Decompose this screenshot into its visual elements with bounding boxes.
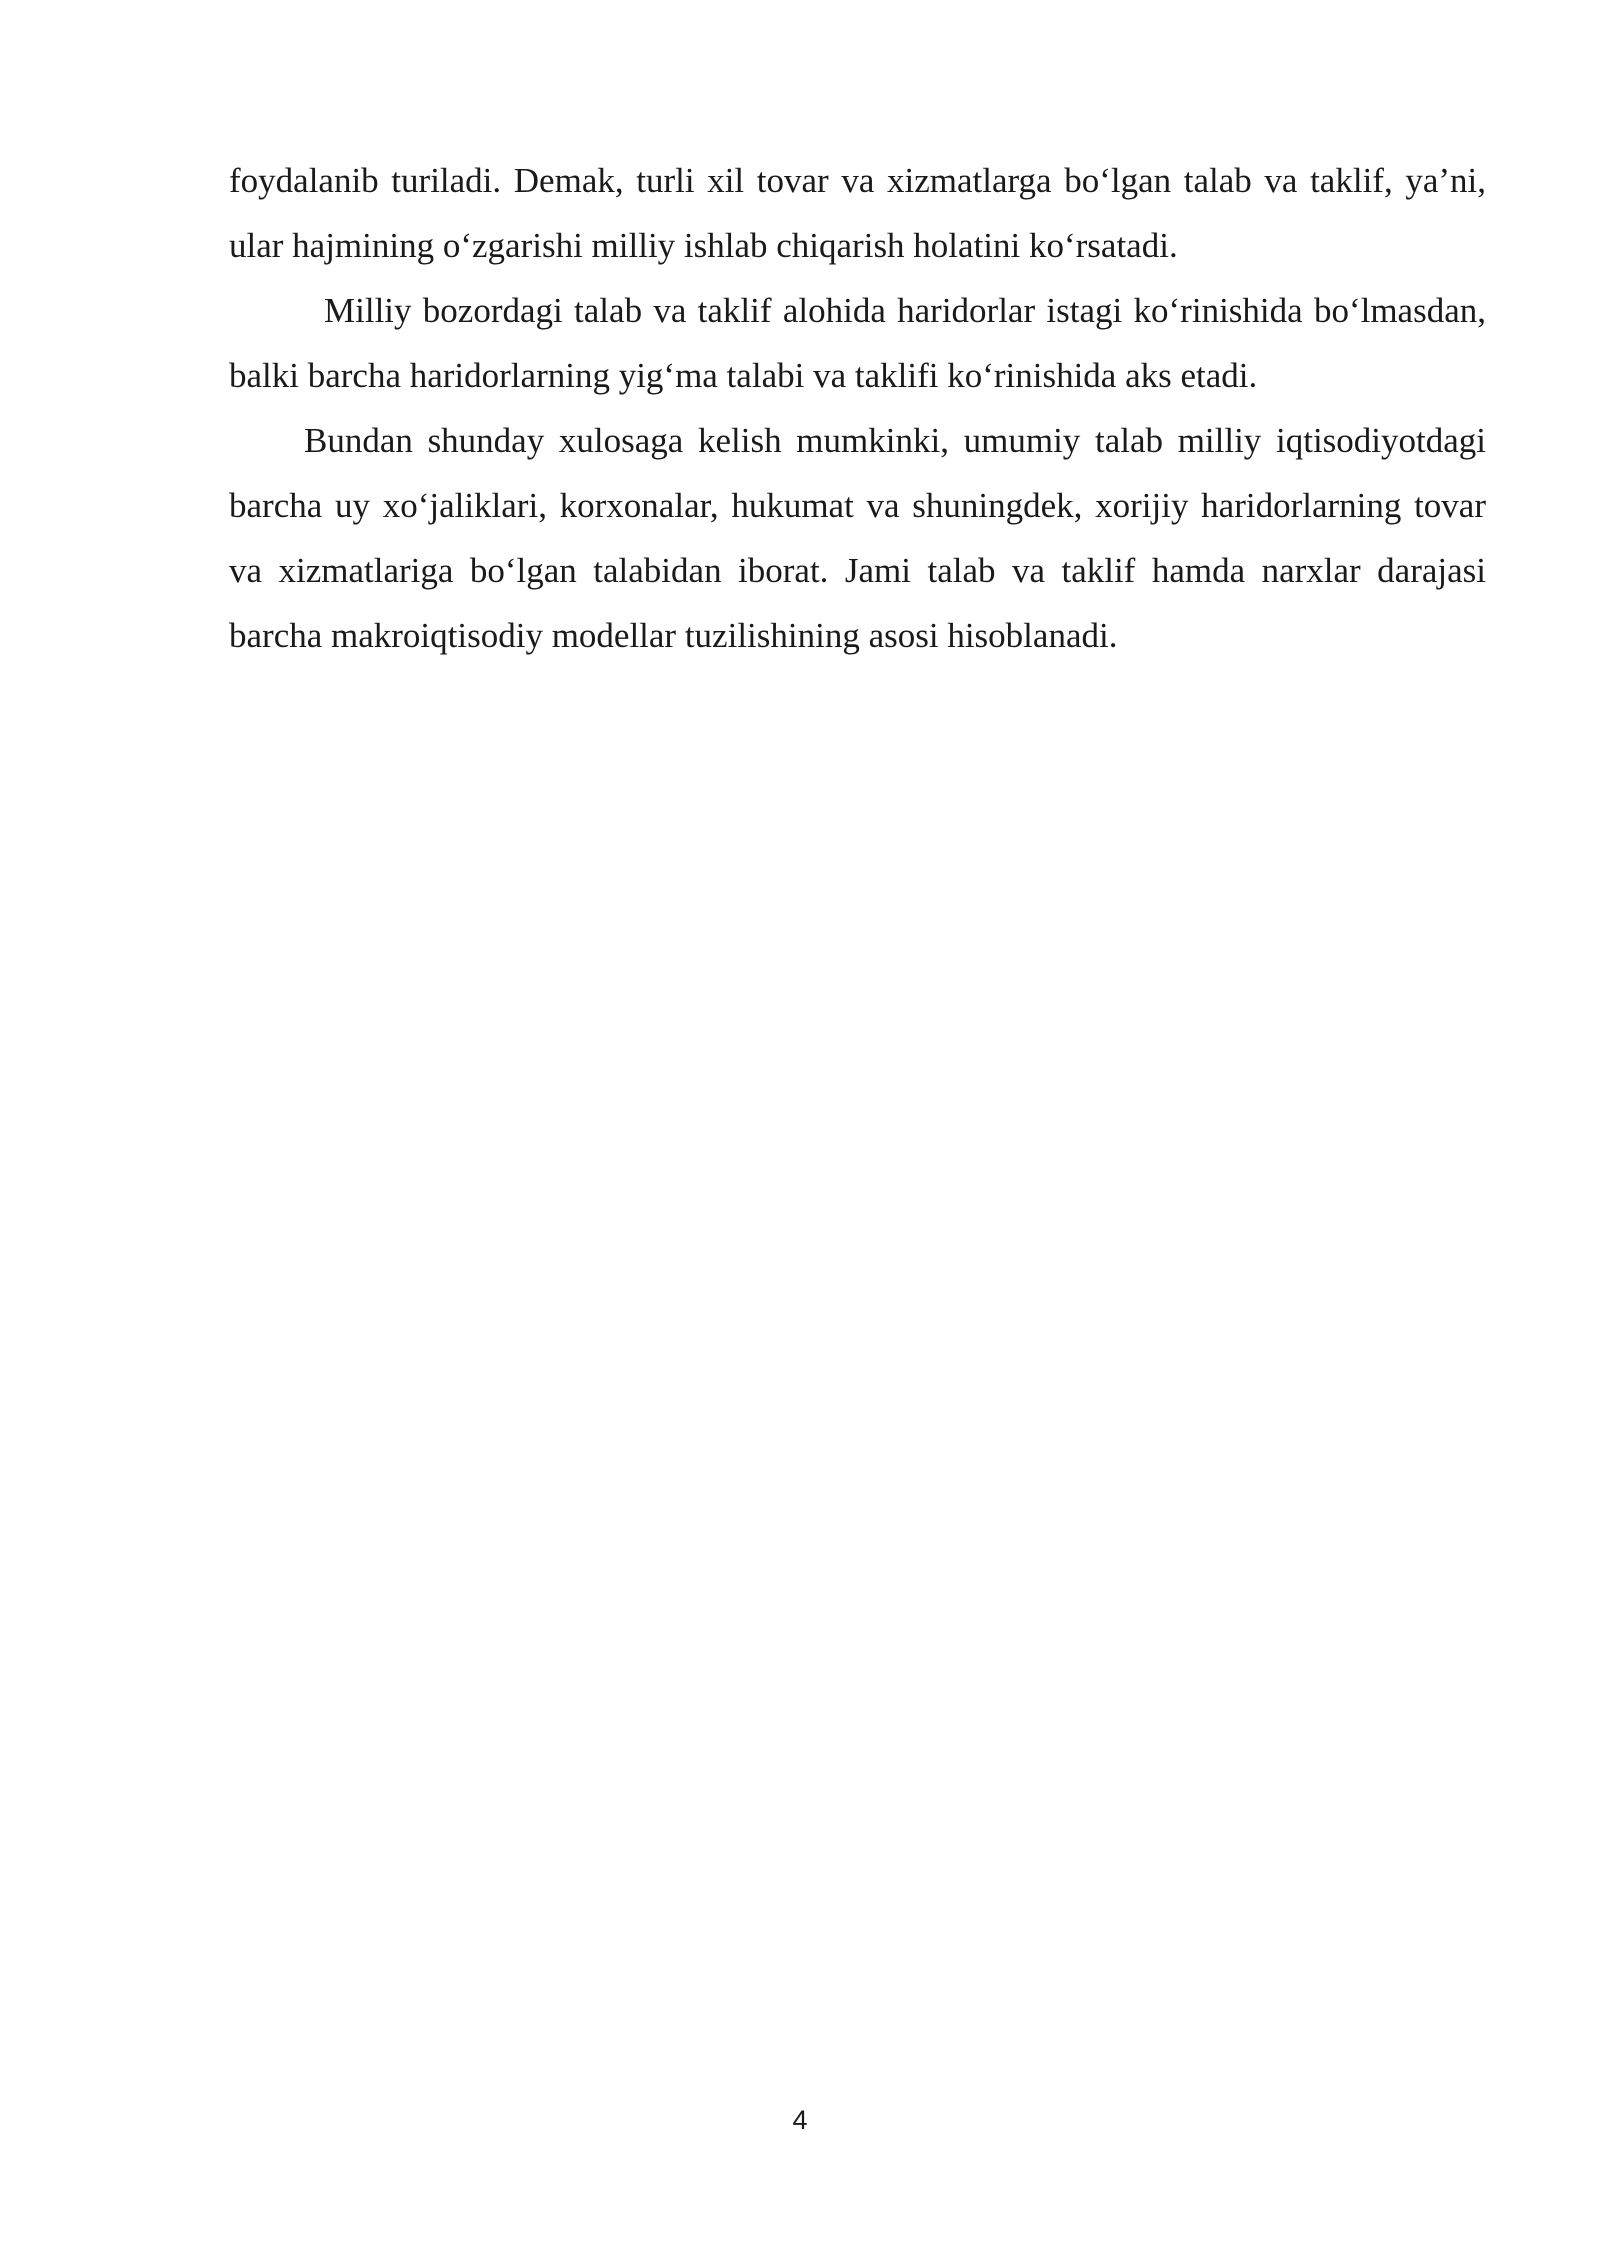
page-number: 4 xyxy=(792,2105,808,2135)
paragraph-2: Milliy bozordagi talab va taklif alohida haridorlar istagi ko‘rinishida bo‘lmasdan, balki barcha haridorlarning yig‘ma talabi va taklifi ko‘rinishida aks etadi. xyxy=(229,291,1486,395)
paragraph-1: foydalanib turiladi. Demak, turli xil tovar va xizmatlarga bo‘lgan talab va taklif, ya’ni, ular hajmining o‘zgarishi milliy ishlab chiqarish holatini ko‘rsatadi. xyxy=(229,161,1486,265)
paragraph-3: Bundan shunday xulosaga kelish mumkinki, umumiy talab milliy iqtisodiyotdagi barcha uy xo‘jaliklari, korxonalar, hukumat va shuningdek, xorijiy haridorlarning tovar va xizmatlariga bo‘lgan talabidan iborat. Jami talab va taklif hamda narxlar darajasi barcha makroiqtisodiy modellar tuzilishining asosi hisoblanadi. xyxy=(229,421,1486,655)
body-text xyxy=(229,148,1486,668)
